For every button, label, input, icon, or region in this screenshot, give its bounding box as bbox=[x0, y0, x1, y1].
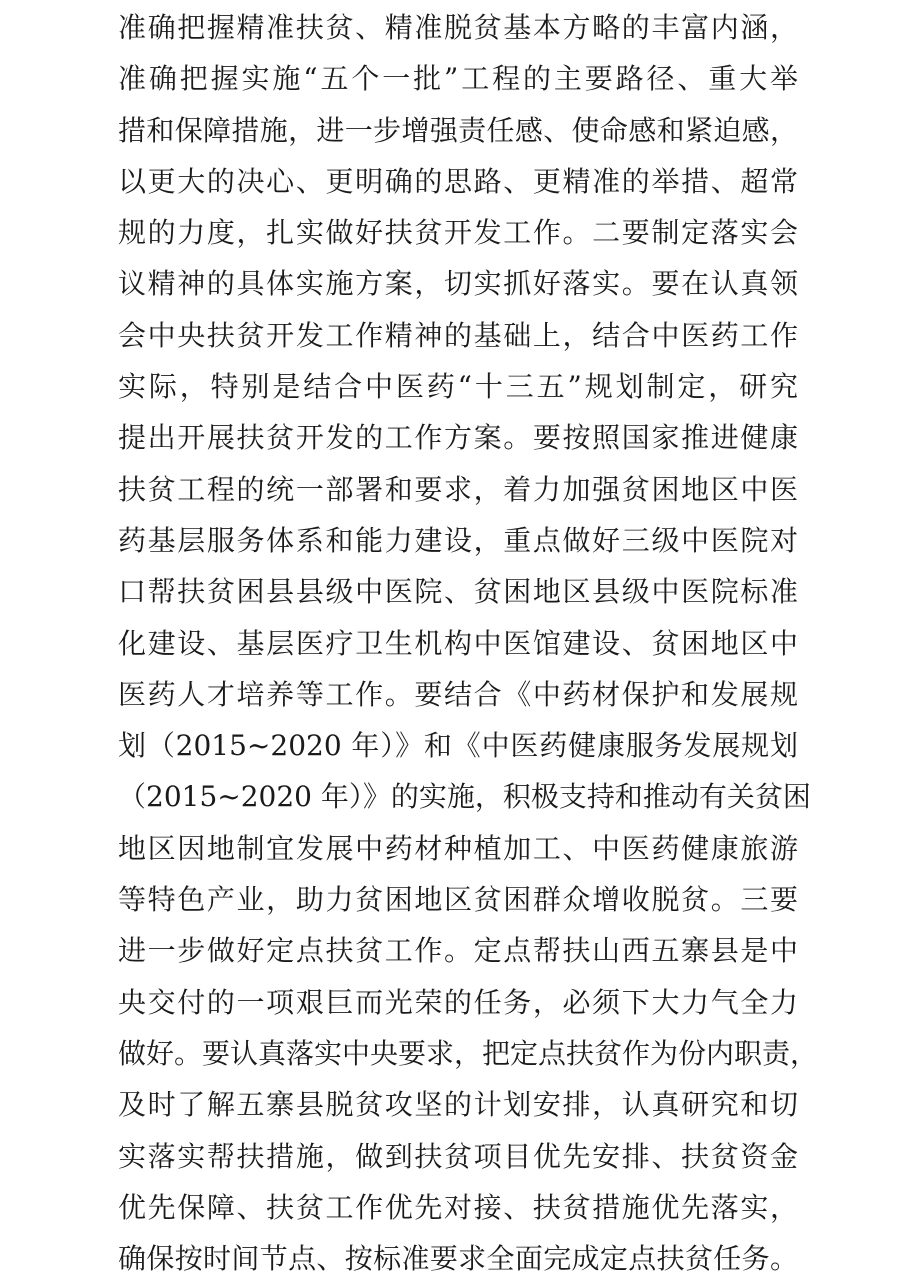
text-line: 以更大的决心、更明确的思路、更精准的举措、超常 bbox=[118, 164, 798, 198]
text-line: 提出开展扶贫开发的工作方案。要按照国家推进健康 bbox=[118, 421, 798, 455]
text-line: 确保按时间节点、按标准要求全面完成定点扶贫任务。 bbox=[118, 1242, 798, 1276]
text-line: 等特色产业，助力贫困地区贫困群众增收脱贫。三要 bbox=[118, 883, 798, 917]
text-line: 议精神的具体实施方案，切实抓好落实。要在认真领 bbox=[118, 267, 798, 301]
text-line: 准确把握精准扶贫、精准脱贫基本方略的丰富内涵， bbox=[118, 11, 798, 44]
text-line: （2015~2020 年）》的实施，积极支持和推动有关贫困 bbox=[118, 780, 811, 814]
text-line: 药基层服务体系和能力建设，重点做好三级中医院对 bbox=[118, 523, 798, 557]
text-line: 做好。要认真落实中央要求，把定点扶贫作为份内职责， bbox=[118, 1036, 819, 1070]
body-text bbox=[118, 2, 819, 1284]
text-line: 扶贫工程的统一部署和要求，着力加强贫困地区中医 bbox=[118, 472, 798, 506]
text-line: 地区因地制宜发展中药材种植加工、中医药健康旅游 bbox=[118, 831, 798, 865]
text-line: 准确把握实施“五个一批”工程的主要路径、重大举 bbox=[118, 62, 798, 96]
text-line: 化建设、基层医疗卫生机构中医馆建设、贫困地区中 bbox=[118, 626, 798, 660]
text-line: 口帮扶贫困县县级中医院、贫困地区县级中医院标准 bbox=[118, 575, 798, 609]
text-line: 及时了解五寨县脱贫攻坚的计划安排，认真研究和切 bbox=[118, 1088, 798, 1122]
text-line: 规的力度，扎实做好扶贫开发工作。二要制定落实会 bbox=[118, 216, 798, 250]
text-line: 央交付的一项艰巨而光荣的任务，必须下大力气全力 bbox=[118, 985, 798, 1019]
text-line: 实落实帮扶措施，做到扶贫项目优先安排、扶贫资金 bbox=[118, 1139, 798, 1173]
text-line: 医药人才培养等工作。要结合《中药材保护和发展规 bbox=[118, 677, 798, 711]
text-line: 进一步做好定点扶贫工作。定点帮扶山西五寨县是中 bbox=[118, 934, 798, 968]
text-line: 优先保障、扶贫工作优先对接、扶贫措施优先落实， bbox=[118, 1190, 798, 1224]
text-line: 措和保障措施，进一步增强责任感、使命感和紧迫感， bbox=[118, 113, 798, 147]
text-line: 划（2015~2020 年）》和《中医药健康服务发展规划 bbox=[118, 729, 798, 763]
text-line: 实际，特别是结合中医药“十三五”规划制定，研究 bbox=[118, 370, 798, 404]
text-line: 会中央扶贫开发工作精神的基础上，结合中医药工作 bbox=[118, 318, 798, 352]
